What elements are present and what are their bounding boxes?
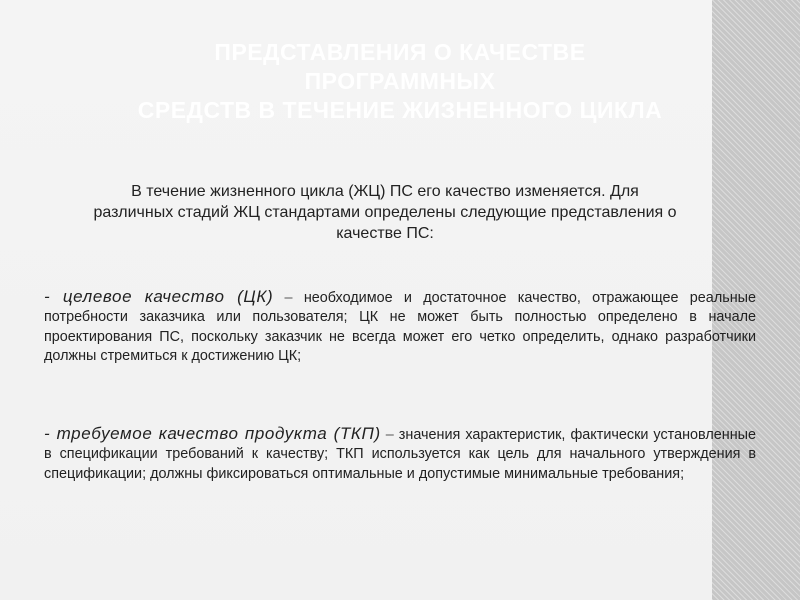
title-line: ПРЕДСТАВЛЕНИЯ О КАЧЕСТВЕ	[214, 39, 586, 65]
item-dash: –	[380, 427, 399, 443]
quality-item-target	[44, 287, 756, 367]
quality-item-required	[44, 424, 756, 484]
item-text: необходимое и достаточное качество, отражающее реальные потребности заказчика или пользователя; ЦК не может быть полностью определено в начале проектирования ПС, поскольку заказчик не всегда может его четко определить, однако разработчики должны стремиться к достижению ЦК;	[44, 290, 757, 365]
item-text: значения характеристик, фактически установленные в спецификации требований к качеству; ТКП используется как цель для начального утверждения в спецификации; должны фиксироваться оптимальные и допустимые минимальные требования;	[44, 427, 756, 482]
item-term: - требуемое качество продукта (ТКП)	[44, 424, 381, 443]
slide-title	[20, 38, 780, 125]
item-term: - целевое качество (ЦК)	[44, 287, 274, 306]
title-line: ПРОГРАММНЫХ	[304, 68, 496, 94]
intro-paragraph: В течение жизненного цикла (ЖЦ) ПС его качество изменяется. Для различных стадий ЖЦ стандартами определены следующие представления о качестве ПС:	[93, 183, 677, 242]
item-dash: –	[273, 290, 304, 306]
title-line: СРЕДСТВ В ТЕЧЕНИЕ ЖИЗНЕННОГО ЦИКЛА	[137, 97, 663, 123]
